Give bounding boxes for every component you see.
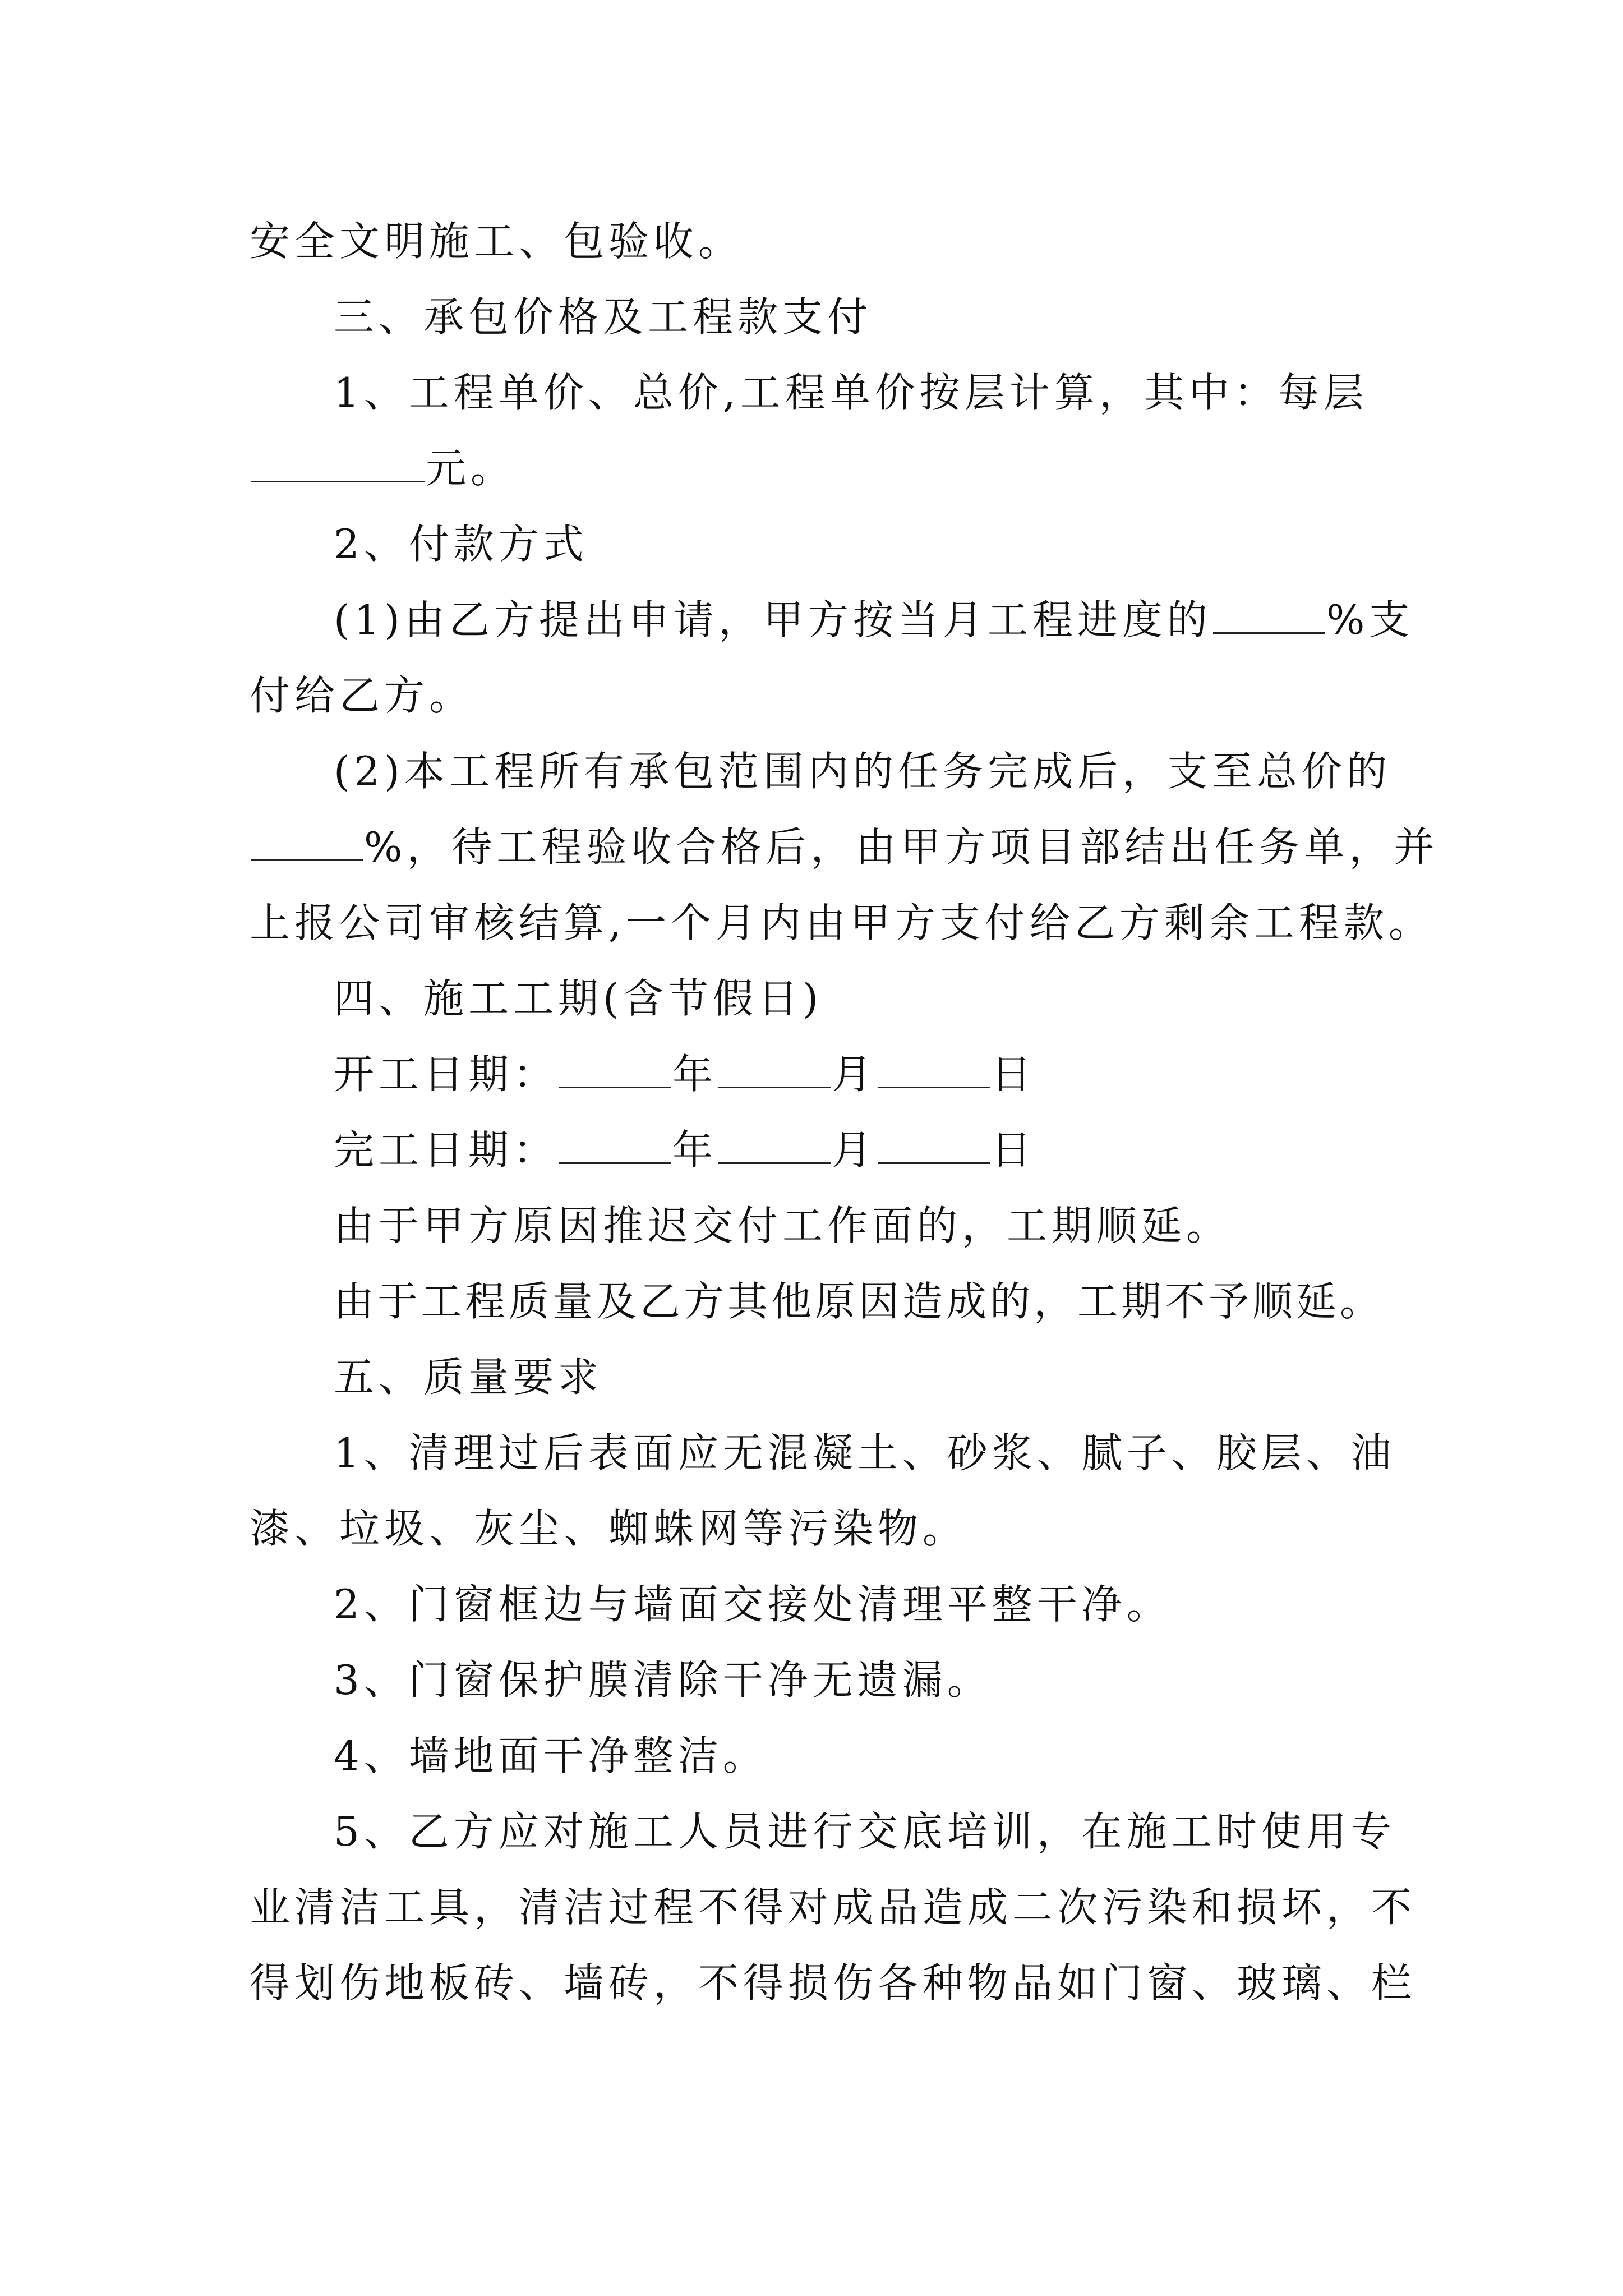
date-label: 开工日期： (334, 1051, 559, 1098)
date-label: 完工日期： (334, 1126, 559, 1174)
paragraph-text: 元。 (426, 445, 516, 492)
paragraph-text: 付给乙方。 (250, 672, 474, 719)
text-line (250, 1879, 1450, 1935)
text-line (334, 1652, 1534, 1708)
section-heading (334, 289, 1534, 345)
text-line (250, 440, 1450, 496)
paragraph-text: 由于甲方原因推迟交付工作面的，工期顺延。 (334, 1202, 1232, 1249)
fill-in-blank (878, 1047, 990, 1088)
text-line (250, 1501, 1450, 1557)
month-label: 月 (832, 1126, 877, 1174)
text-line (334, 1198, 1534, 1254)
paragraph-text: 2、门窗框边与墙面交接处清理平整干净。 (334, 1581, 1172, 1628)
paragraph-text: 上报公司审核结算,一个月内由甲方支付给乙方剩余工程款。 (250, 899, 1433, 946)
paragraph-text: 1、清理过后表面应无混凝土、砂浆、腻子、胶层、油 (334, 1429, 1396, 1476)
paragraph-text: 1、工程单价、总价,工程单价按层计算，其中：每层 (334, 369, 1368, 416)
heading-text: 2、付款方式 (334, 521, 588, 568)
start-date-line (334, 1046, 1534, 1102)
text-line (334, 743, 1534, 799)
paragraph-text: %支 (1326, 596, 1414, 643)
paragraph-text: 3、门窗保护膜清除干净无遗漏。 (334, 1657, 992, 1704)
paragraph-text: (2)本工程所有承包范围内的任务完成后，支至总价的 (334, 748, 1391, 795)
section-heading (334, 1349, 1534, 1405)
text-line (250, 668, 1450, 724)
fill-in-blank (559, 1047, 671, 1088)
day-label: 日 (991, 1126, 1036, 1174)
text-line (334, 1576, 1534, 1632)
day-label: 日 (991, 1051, 1036, 1098)
text-line (334, 592, 1534, 648)
section-heading (334, 970, 1534, 1027)
text-line (250, 895, 1450, 951)
heading-text: 五、质量要求 (334, 1354, 603, 1401)
end-date-line (334, 1122, 1534, 1178)
year-label: 年 (672, 1051, 718, 1098)
text-line (334, 1425, 1534, 1481)
text-line (334, 1728, 1534, 1784)
month-label: 月 (832, 1051, 877, 1098)
paragraph-text: 得划伤地板砖、墙砖，不得损伤各种物品如门窗、玻璃、栏 (250, 1959, 1417, 2007)
paragraph-text: (1)由乙方提出申请，甲方按当月工程进度的 (334, 596, 1212, 643)
fill-in-blank (878, 1123, 990, 1164)
text-line (334, 1273, 1534, 1329)
text-line (250, 213, 1450, 269)
paragraph-text: 由于工程质量及乙方其他原因造成的，工期不予顺延。 (334, 1278, 1384, 1325)
paragraph-text: 4、墙地面干净整洁。 (334, 1732, 768, 1779)
text-line (334, 365, 1534, 421)
paragraph-text: 业清洁工具，清洁过程不得对成品造成二次污染和损坏，不 (250, 1884, 1417, 1931)
text-line (250, 819, 1450, 875)
text-line (334, 1803, 1534, 1860)
fill-in-blank (559, 1123, 671, 1164)
text-line (250, 1955, 1450, 2011)
fill-in-blank (1213, 593, 1325, 634)
paragraph-text: 5、乙方应对施工人员进行交底培训，在施工时使用专 (334, 1808, 1396, 1855)
fill-in-blank (718, 1047, 831, 1088)
fill-in-blank (251, 820, 363, 861)
paragraph-text: %，待工程验收合格后，由甲方项目部结出任务单，并 (364, 823, 1439, 871)
heading-text: 四、施工工期(含节假日) (334, 975, 823, 1022)
paragraph-text: 漆、垃圾、灰尘、蜘蛛网等污染物。 (250, 1505, 968, 1552)
year-label: 年 (672, 1126, 718, 1174)
heading-text: 三、承包价格及工程款支付 (334, 293, 873, 341)
fill-in-blank (251, 441, 425, 482)
subsection-heading (334, 516, 1534, 572)
paragraph-text: 安全文明施工、包验收。 (250, 218, 744, 265)
fill-in-blank (718, 1123, 831, 1164)
